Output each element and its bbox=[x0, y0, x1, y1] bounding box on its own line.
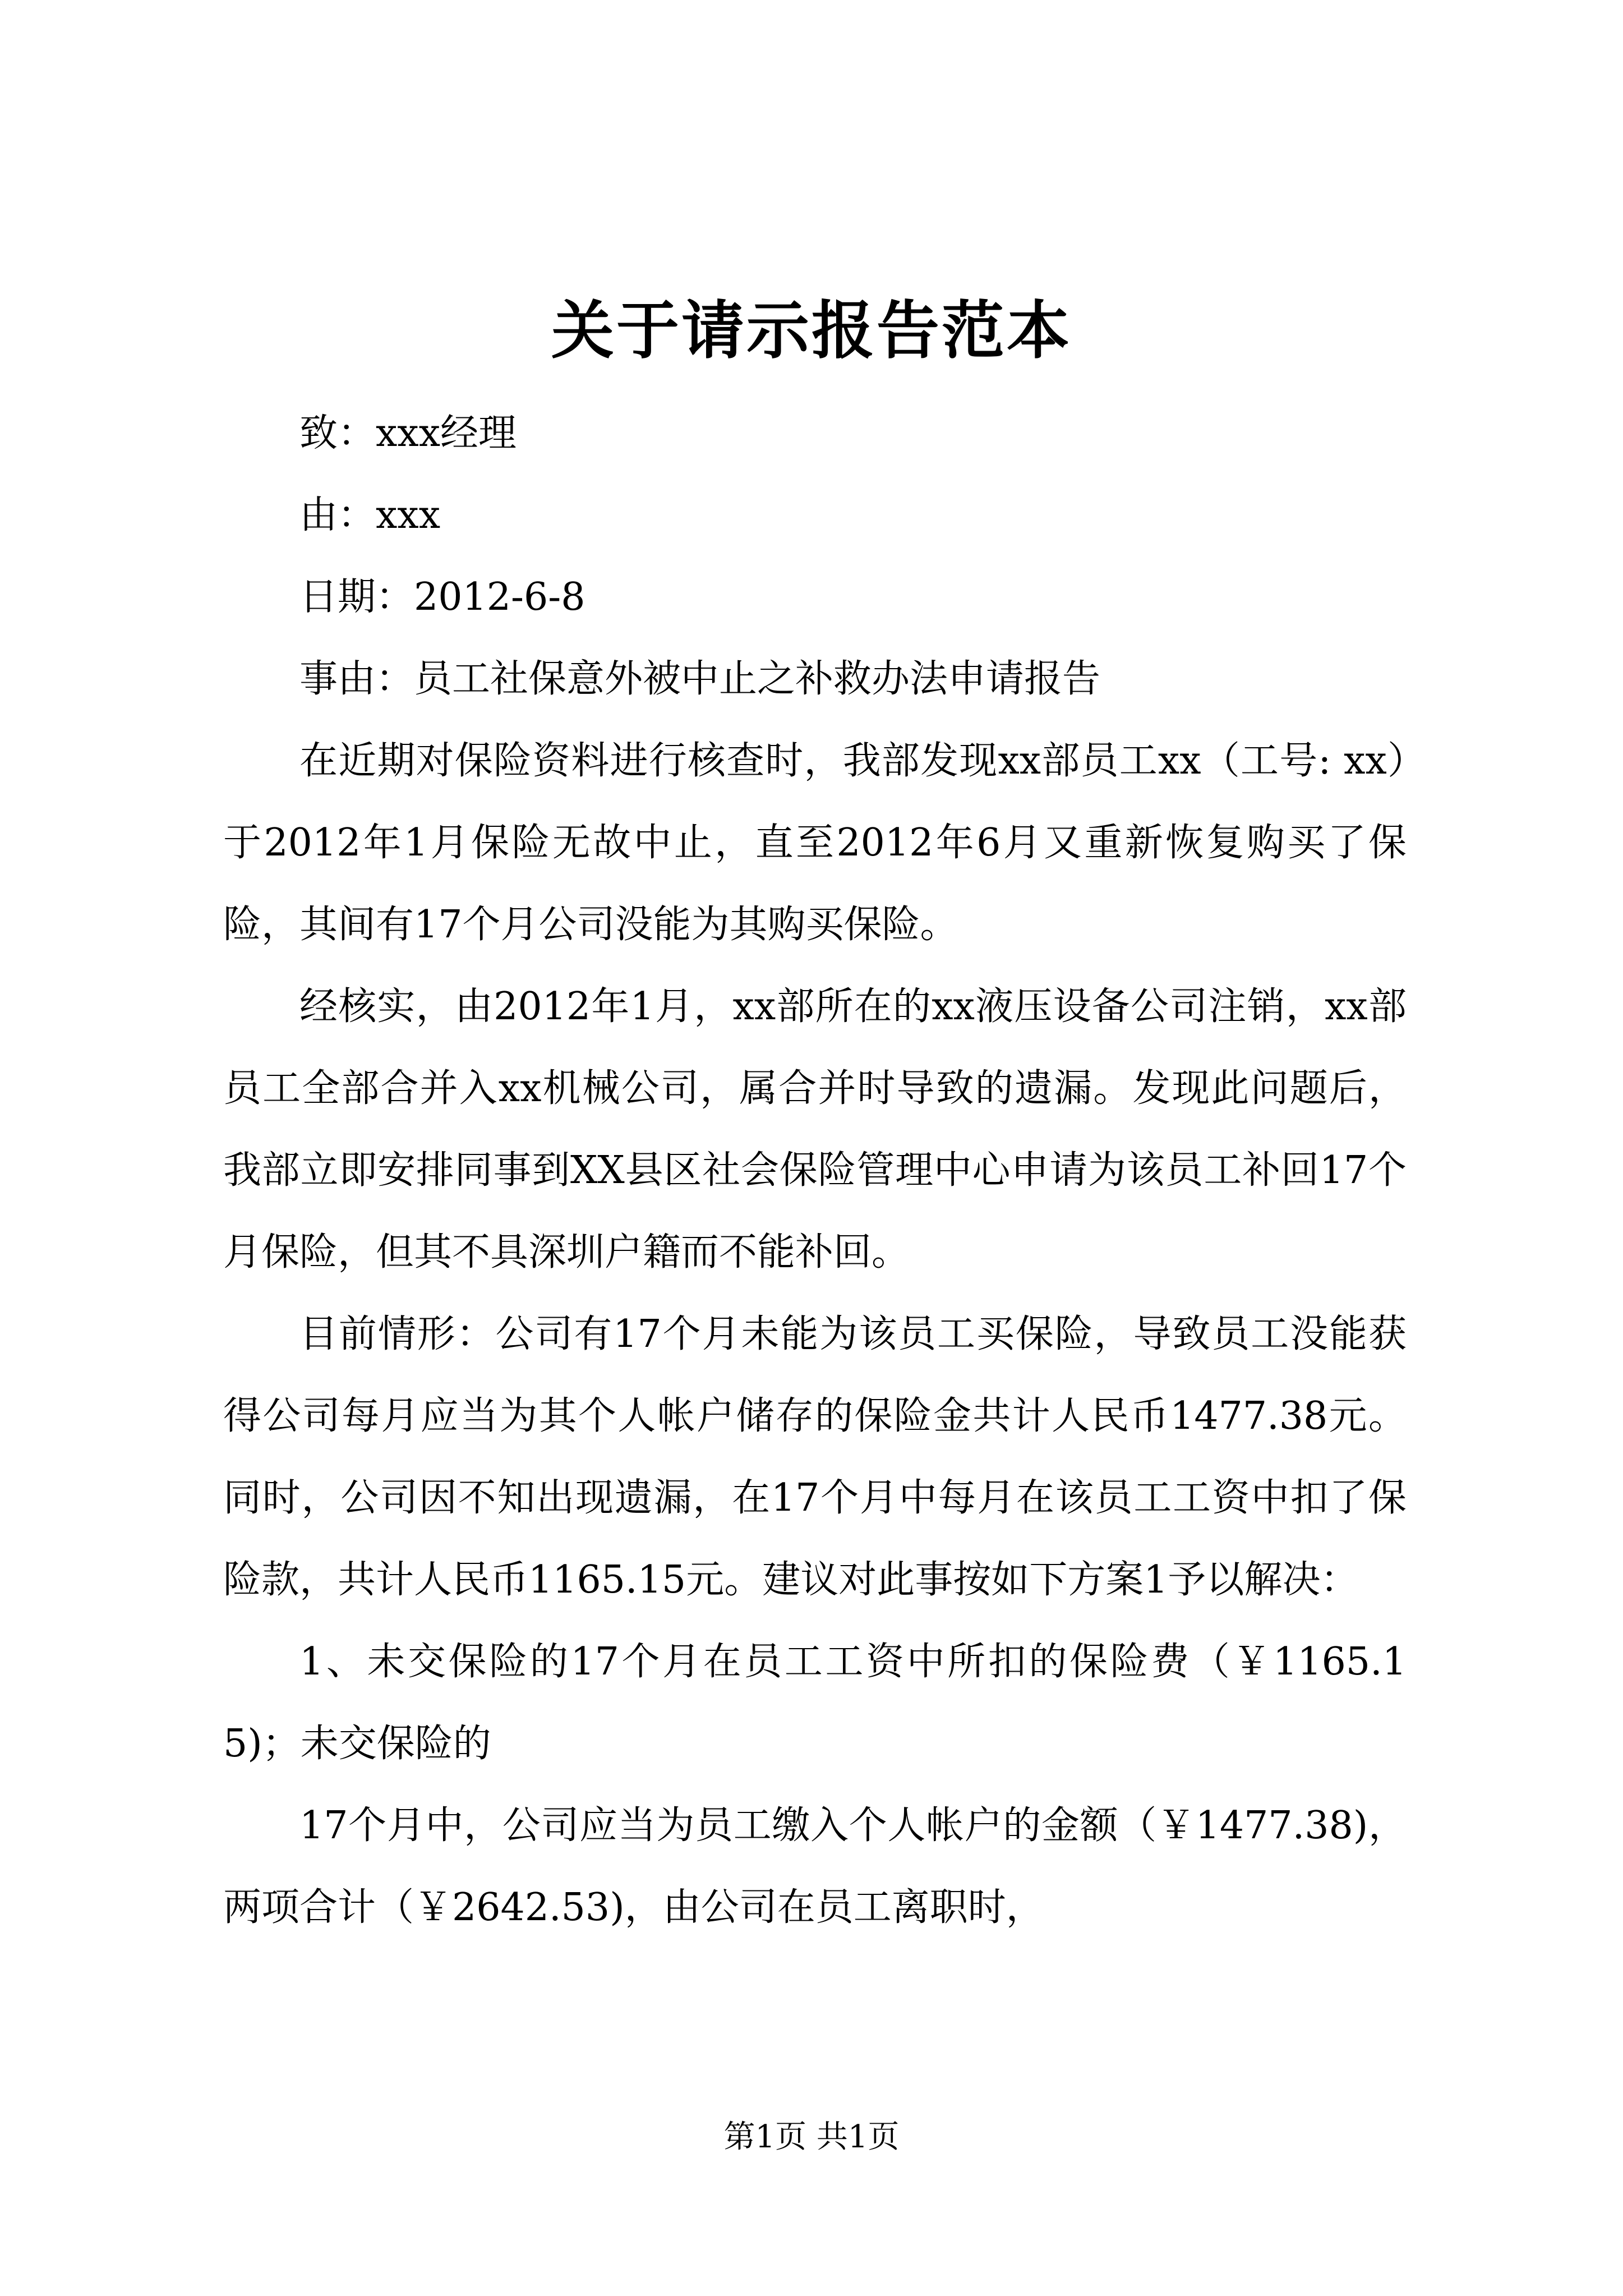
paragraph-sender: 由：xxx bbox=[299, 493, 441, 537]
paragraph-body: 目前情形：公司有17个月未能为该员工买保险，导致员工没能获得公司每月应当为其个人帐户储存的保险金共计人民币1477.38元。同时，公司因不知出现遗漏，在17个月中每月在该员工工资中扣了保险款，共计人民币1165.15元。建议对此事按如下方案1予以解决： bbox=[223, 1312, 1407, 1602]
paragraph-body: 在近期对保险资料进行核查时，我部发现xx部员工xx（工号: xx）于2012年1月保险无故中止，直至2012年6月又重新恢复购买了保险，其间有17个月公司没能为其购买保险。 bbox=[223, 739, 1407, 947]
paragraph-list-item: 1、未交保险的17个月在员工工资中所扣的保险费（￥1165.15)；未交保险的 bbox=[223, 1640, 1407, 1766]
paragraph-body: 17个月中，公司应当为员工缴入个人帐户的金额（￥1477.38)，两项合计（￥2642.53)，由公司在员工离职时， bbox=[223, 1803, 1407, 1930]
page-number-footer: 第1页 共1页 bbox=[723, 2119, 900, 2155]
paragraph-recipient: 致：xxx经理 bbox=[299, 411, 517, 455]
document-body bbox=[223, 393, 1407, 1949]
paragraph-subject: 事由：员工社保意外被中止之补救办法申请报告 bbox=[299, 657, 1101, 701]
document-title: 关于请示报告范本 bbox=[551, 294, 1072, 367]
paragraph-date: 日期：2012-6-8 bbox=[299, 575, 585, 619]
paragraph-body: 经核实，由2012年1月，xx部所在的xx液压设备公司注销，xx部员工全部合并入xx机械公司，属合并时导致的遗漏。发现此问题后，我部立即安排同事到XX县区社会保险管理中心申请为该员工补回17个月保险，但其不具深圳户籍而不能补回。 bbox=[223, 984, 1407, 1274]
